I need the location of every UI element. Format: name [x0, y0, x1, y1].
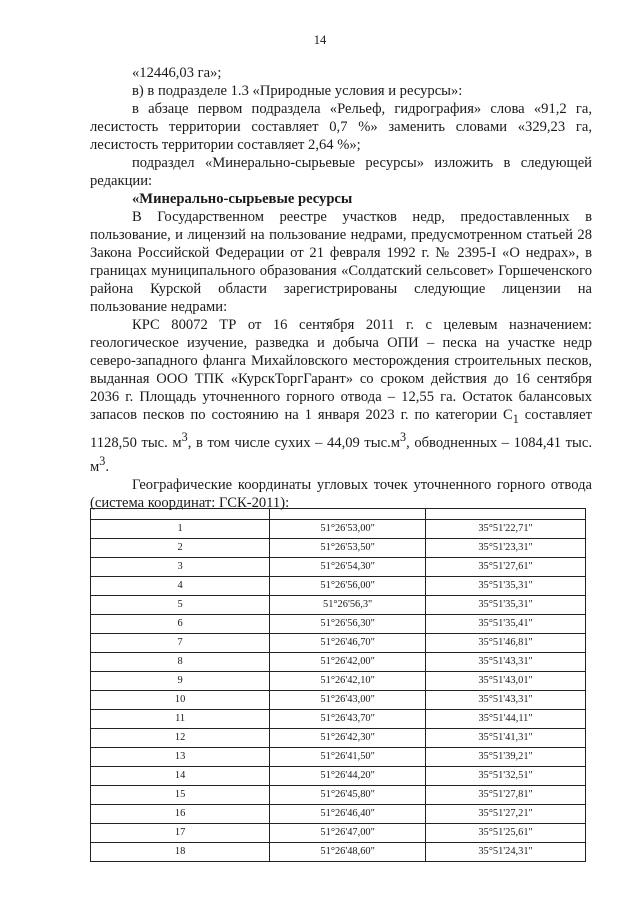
point-number-cell: 1: [91, 520, 270, 539]
section-heading: «Минерально-сырьевые ресурсы: [132, 191, 353, 207]
point-number-cell: 16: [91, 805, 270, 824]
longitude-cell: 35°51'27,21": [426, 805, 586, 824]
latitude-cell: 51°26'48,60": [270, 843, 426, 862]
table-row: [91, 558, 586, 577]
table-row: [91, 577, 586, 596]
point-number-cell: 6: [91, 615, 270, 634]
license-text: , обводненных – 1084,41 тыс. м: [90, 434, 592, 475]
point-number-cell: 9: [91, 672, 270, 691]
latitude-cell: 51°26'53,50": [270, 539, 426, 558]
point-number-cell: 8: [91, 653, 270, 672]
point-number-cell: 15: [91, 786, 270, 805]
point-number-cell: 17: [91, 824, 270, 843]
paragraph: «12446,03 га»;: [132, 65, 222, 81]
table-row: [91, 615, 586, 634]
latitude-cell: 51°26'44,20": [270, 767, 426, 786]
point-number-cell: 10: [91, 691, 270, 710]
header-cell: [426, 509, 586, 520]
longitude-cell: 35°51'35,31": [426, 577, 586, 596]
table-header-row: [91, 509, 586, 520]
longitude-cell: 35°51'35,41": [426, 615, 586, 634]
header-cell: [270, 509, 426, 520]
latitude-cell: 51°26'53,00": [270, 520, 426, 539]
license-text: КРС 80072 ТР от 16 сентября 2011 г. с целевым назначением: геологическое изучение, разведка и добыча ОПИ – песка на участке недр северо-западного фланга Михайловского месторождения строительных песков, выданная ООО ТПК «КурскТоргГарант» со сроком действия до 16 сентября 2036 г. Площадь уточненного горного отвода – 12,55 га. Остаток балансовых запасов песков по состоянию на 1 января 2023 г. по категории C: [90, 317, 592, 423]
latitude-cell: 51°26'42,00": [270, 653, 426, 672]
license-text: составляет 1128,50 тыс. м: [90, 407, 592, 451]
paragraph: в) в подразделе 1.3 «Природные условия и ресурсы»:: [132, 83, 463, 99]
longitude-cell: 35°51'46,81": [426, 634, 586, 653]
body-text: [90, 64, 592, 512]
paragraph: Географические координаты угловых точек уточненного горного отвода (система координат: ГСК-2011):: [90, 476, 592, 511]
header-cell: [91, 509, 270, 520]
table-row: [91, 748, 586, 767]
point-number-cell: 11: [91, 710, 270, 729]
latitude-cell: 51°26'46,70": [270, 634, 426, 653]
unit-superscript: 3: [99, 453, 106, 468]
table-row: [91, 805, 586, 824]
point-number-cell: 3: [91, 558, 270, 577]
table-row: [91, 672, 586, 691]
unit-superscript: 3: [181, 429, 188, 444]
latitude-cell: 51°26'42,30": [270, 729, 426, 748]
unit-superscript: 3: [399, 429, 407, 444]
table-row: [91, 634, 586, 653]
table-row: [91, 710, 586, 729]
point-number-cell: 4: [91, 577, 270, 596]
longitude-cell: 35°51'43,31": [426, 653, 586, 672]
paragraph: подраздел «Минерально-сырьевые ресурсы» изложить в следующей редакции:: [90, 155, 592, 189]
category-subscript: 1: [512, 411, 519, 426]
longitude-cell: 35°51'44,11": [426, 710, 586, 729]
latitude-cell: 51°26'56,00": [270, 577, 426, 596]
longitude-cell: 35°51'43,01": [426, 672, 586, 691]
longitude-cell: 35°51'43,31": [426, 691, 586, 710]
table-row: [91, 843, 586, 862]
point-number-cell: 5: [91, 596, 270, 615]
longitude-cell: 35°51'22,71": [426, 520, 586, 539]
coordinates-table: [90, 508, 586, 862]
table-row: [91, 520, 586, 539]
longitude-cell: 35°51'39,21": [426, 748, 586, 767]
longitude-cell: 35°51'24,31": [426, 843, 586, 862]
latitude-cell: 51°26'54,30": [270, 558, 426, 577]
page-number: 14: [313, 33, 327, 47]
longitude-cell: 35°51'41,31": [426, 729, 586, 748]
table-row: [91, 729, 586, 748]
point-number-cell: 13: [91, 748, 270, 767]
table-row: [91, 596, 586, 615]
point-number-cell: 7: [91, 634, 270, 653]
latitude-cell: 51°26'41,50": [270, 748, 426, 767]
table-row: [91, 539, 586, 558]
table-row: [91, 767, 586, 786]
point-number-cell: 12: [91, 729, 270, 748]
point-number-cell: 18: [91, 843, 270, 862]
latitude-cell: 51°26'43,70": [270, 710, 426, 729]
table-row: [91, 786, 586, 805]
license-text: .: [105, 458, 109, 475]
license-paragraph: [90, 316, 592, 476]
license-text: , в том числе сухих – 44,09 тыс.м: [187, 434, 400, 451]
latitude-cell: 51°26'56,3": [270, 596, 426, 615]
point-number-cell: 2: [91, 539, 270, 558]
table-row: [91, 824, 586, 843]
latitude-cell: 51°26'45,80": [270, 786, 426, 805]
latitude-cell: 51°26'56,30": [270, 615, 426, 634]
longitude-cell: 35°51'27,61": [426, 558, 586, 577]
point-number-cell: 14: [91, 767, 270, 786]
longitude-cell: 35°51'27,81": [426, 786, 586, 805]
latitude-cell: 51°26'46,40": [270, 805, 426, 824]
latitude-cell: 51°26'43,00": [270, 691, 426, 710]
table-row: [91, 653, 586, 672]
longitude-cell: 35°51'32,51": [426, 767, 586, 786]
latitude-cell: 51°26'47,00": [270, 824, 426, 843]
paragraph: В Государственном реестре участков недр, предоставленных в пользование, и лицензий на пользование недрами, предусмотренном статьей 28 Закона Российской Федерации от 21 февраля 1992 г. № 2395-I «О недрах», в границах муниципального образования «Солдатский сельсовет» Горшеченского района Курской области зарегистрированы следующие лицензии на пользование недрами:: [90, 209, 592, 315]
table-row: [91, 691, 586, 710]
longitude-cell: 35°51'25,61": [426, 824, 586, 843]
paragraph: в абзаце первом подраздела «Рельеф, гидрография» слова «91,2 га, лесистость территории составляет 0,7 %» заменить словами «329,23 га, лесистость территории составляет 2,64 %»;: [90, 101, 592, 153]
latitude-cell: 51°26'42,10": [270, 672, 426, 691]
longitude-cell: 35°51'23,31": [426, 539, 586, 558]
longitude-cell: 35°51'35,31": [426, 596, 586, 615]
